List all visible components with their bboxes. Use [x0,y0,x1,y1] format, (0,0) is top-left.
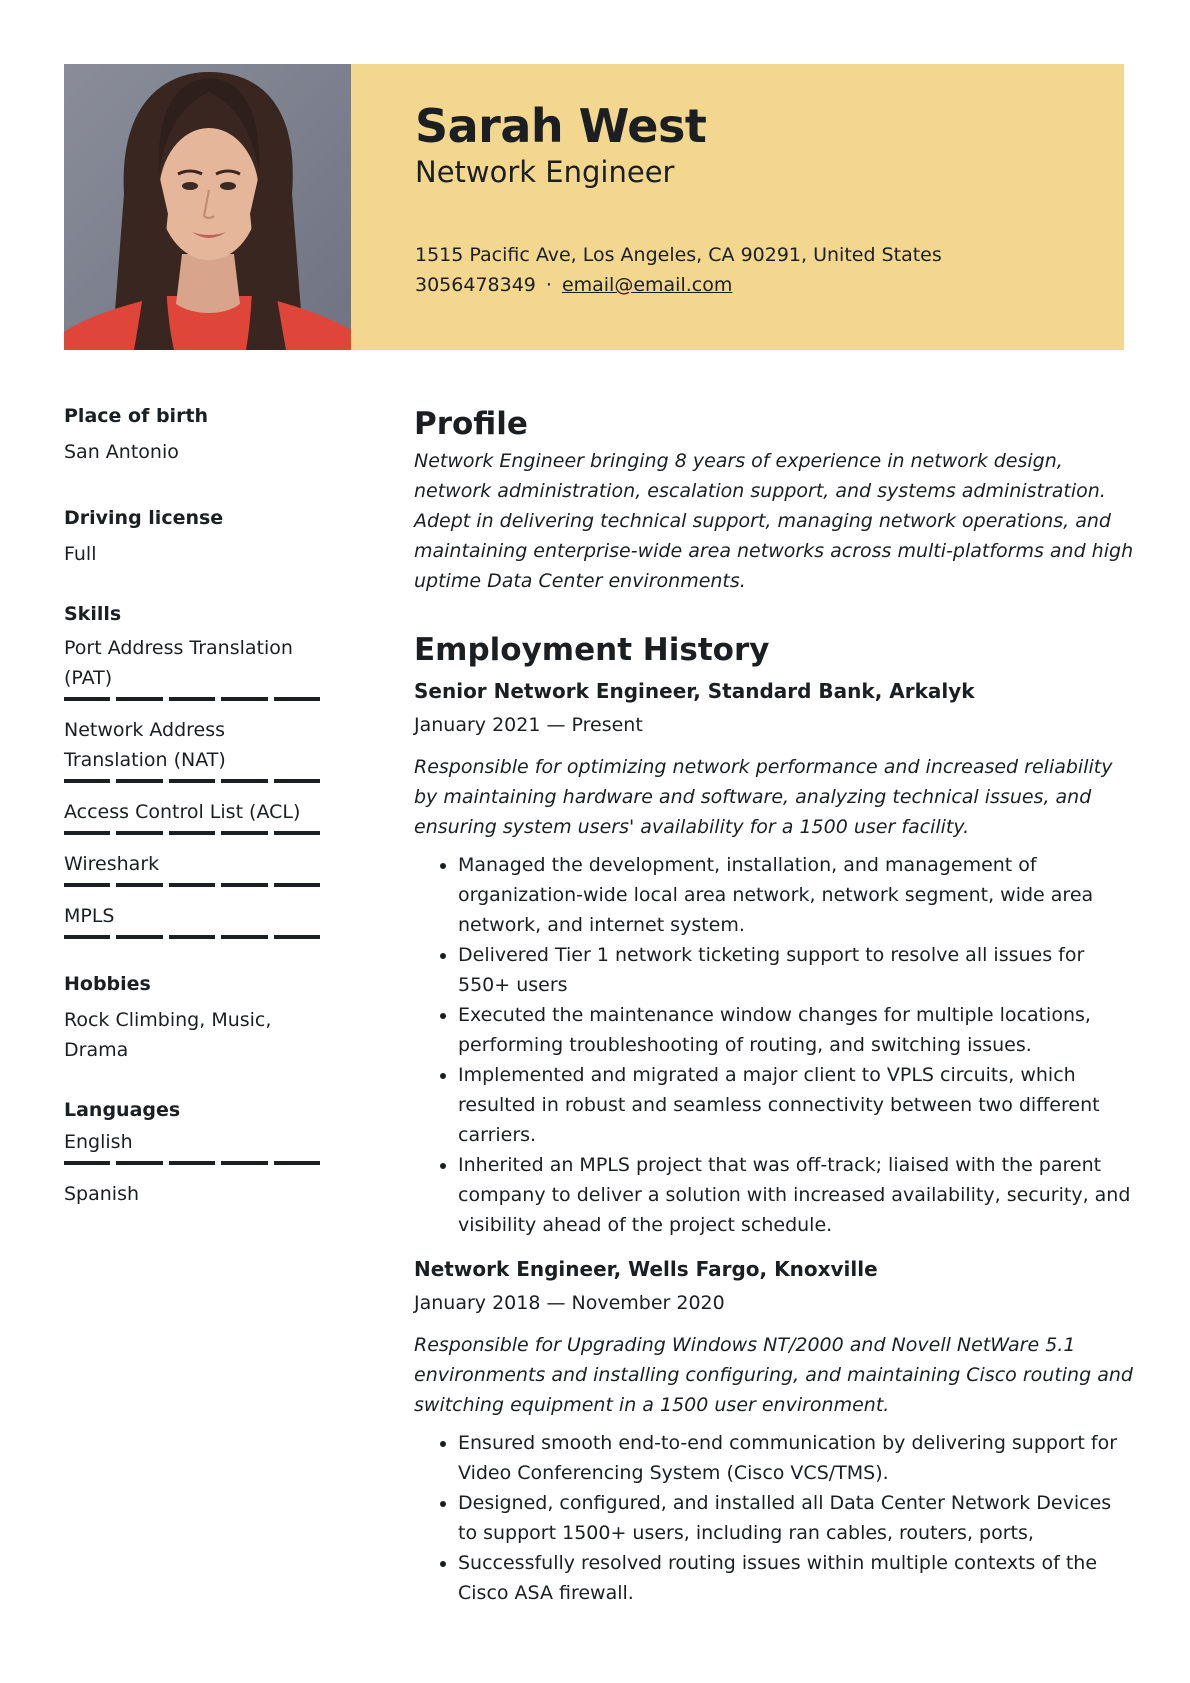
bullet-item: • Successfully resolved routing issues within multiple contexts of the Cisco ASA firewall. [458,1548,1134,1608]
job-bullets [414,850,1134,1240]
profile-photo [64,64,351,350]
driving-license-value: Full [64,543,97,565]
skill-item [64,849,324,887]
hobbies-value: Rock Climbing, Music, Drama [64,1009,272,1061]
job-summary: Responsible for optimizing network performance and increased reliability by maintaining hardware and software, analyzing technical issues, and ensuring system users' availability for a 1500 user facility. [414,756,1113,838]
language-item [64,1179,324,1209]
place-of-birth-value: San Antonio [64,441,179,463]
candidate-title: Network Engineer [415,155,675,189]
skill-item [64,901,324,939]
language-level-bar [64,1161,320,1165]
sidebar [64,401,324,1245]
driving-license-section [64,503,324,569]
job-entry [414,676,1134,1240]
place-of-birth-label: Place of birth [64,405,209,427]
phone: 3056478349 [415,274,536,296]
job-bullets [414,1428,1134,1608]
bullet-item: • Executed the maintenance window changes for multiple locations, performing troubleshooting of routing, and switching issues. [458,1000,1134,1060]
hobbies-label: Hobbies [64,973,151,995]
bullet-item: • Designed, configured, and installed all Data Center Network Devices to support 1500+ users, including ran cables, routers, ports, [458,1488,1134,1548]
main-content [414,404,1134,1622]
skill-item [64,633,324,701]
skill-level-bar [64,831,320,835]
job-title: Senior Network Engineer, Standard Bank, Arkalyk [414,679,975,703]
place-of-birth-section [64,401,324,467]
profile-text: Network Engineer bringing 8 years of experience in network design, network administration, escalation support, and systems administration. Adept in delivering technical support, managing network operations, and maintaining enterprise-wide area networks across multi-platforms and high uptime Data Center environments. [414,450,1134,592]
bullet-item: • Inherited an MPLS project that was off-track; liaised with the parent company to deliver a solution with increased availability, security, and visibility ahead of the project schedule. [458,1150,1134,1240]
email-link[interactable]: email@email.com [561,274,733,296]
driving-license-label: Driving license [64,507,224,529]
language-item [64,1127,324,1165]
hobbies-section [64,969,324,1065]
bullet-item: • Implemented and migrated a major client to VPLS circuits, which resulted in robust and seamless connectivity between two different carriers. [458,1060,1134,1150]
languages-label: Languages [64,1099,181,1121]
bullet-item: • Managed the development, installation, and management of organization-wide local area network, network segment, wide area network, and internet system. [458,850,1134,940]
skill-name: Access Control List (ACL) [64,801,301,823]
skill-level-bar [64,935,320,939]
address: 1515 Pacific Ave, Los Angeles, CA 90291, United States [415,244,942,266]
bullet-item: • Ensured smooth end-to-end communication by delivering support for Video Conferencing System (Cisco VCS/TMS). [458,1428,1134,1488]
bullet-item: • Delivered Tier 1 network ticketing support to resolve all issues for 550+ users [458,940,1134,1000]
language-name: English [64,1131,133,1153]
languages-section [64,1095,324,1209]
header-text [415,98,1100,300]
phone-email-line [415,270,1100,300]
language-name: Spanish [64,1183,140,1205]
skill-name: MPLS [64,905,115,927]
skill-name: Network Address Translation (NAT) [64,719,226,771]
resume-header [64,64,1124,350]
skill-name: Port Address Translation (PAT) [64,637,293,689]
job-dates: January 2018 — November 2020 [414,1292,725,1314]
job-summary: Responsible for Upgrading Windows NT/2000 and Novell NetWare 5.1 environments and installing configuring, and maintaining Cisco routing and switching equipment in a 1500 user environment. [414,1334,1133,1416]
skill-level-bar [64,883,320,887]
separator: · [545,274,552,296]
employment-heading: Employment History [414,632,770,668]
skills-label: Skills [64,603,122,625]
job-entry [414,1254,1134,1608]
skill-level-bar [64,779,320,783]
skill-item [64,715,324,783]
skill-item [64,797,324,835]
skills-section [64,599,324,939]
job-title: Network Engineer, Wells Fargo, Knoxville [414,1257,878,1281]
profile-heading: Profile [414,406,528,442]
skill-name: Wireshark [64,853,160,875]
candidate-name: Sarah West [415,99,707,153]
job-dates: January 2021 — Present [414,714,643,736]
skill-level-bar [64,697,320,701]
contact-info [415,240,1100,300]
